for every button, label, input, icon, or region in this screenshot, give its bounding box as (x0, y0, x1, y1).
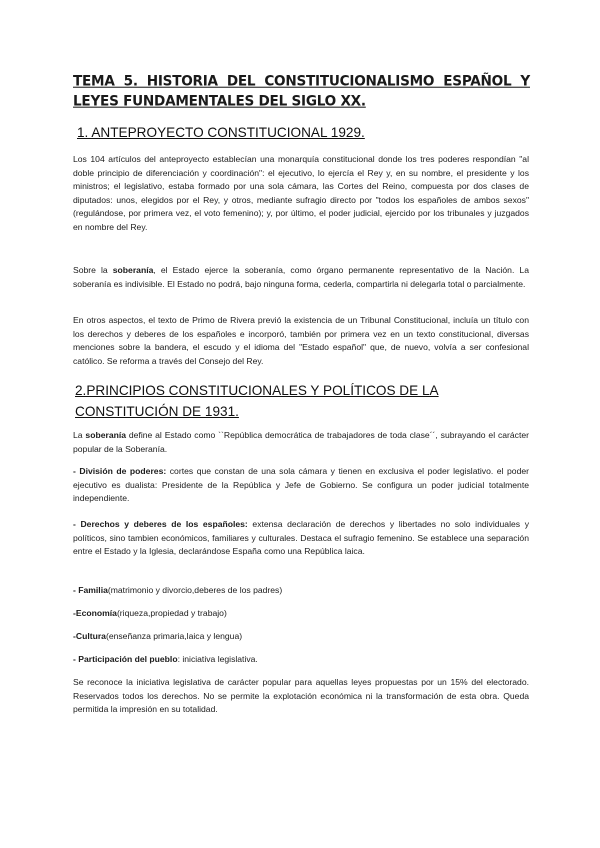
paragraph-derechos-deberes: - Derechos y deberes de los españoles: extensa declaración de derechos y libertades no solo individuales y políticos, sino tambien económicos, familiares y culturales. Destaca el sufragio femenino. Se establece una separación entre el Estado y la Iglesia, declarándose España como una República laica. (73, 519, 529, 556)
bold-term: -Economía (73, 608, 117, 618)
bold-term: -Cultura (73, 631, 106, 641)
section-heading-2: 2.PRINCIPIOS CONSTITUCIONALES Y POLÍTICOS DE LA CONSTITUCIÓN DE 1931. (75, 383, 439, 419)
list-item-cultura: -Cultura(enseñanza primaria,laica y lengua) (73, 631, 243, 641)
bold-term: - División de poderes: (73, 466, 167, 476)
bold-term: soberanía (85, 430, 127, 440)
document-title: TEMA 5. HISTORIA DEL CONSTITUCIONALISMO ESPAÑOL Y LEYES FUNDAMENTALES DEL SIGLO XX. (73, 73, 530, 110)
paragraph-soberania-1929: Sobre la soberanía, el Estado ejerce la soberanía, como órgano permanente representativo de la Nación. La soberanía es indivisible. El Estado no podrá, bajo ninguna forma, cederla, compartirla ni delegarla total o parcialmente. (73, 265, 529, 289)
paragraph-division-poderes: - División de poderes: cortes que constan de una sola cámara y tienen en exclusiva el poder legislativo. el poder ejecutivo es dualista: Presidente de la República y Jefe de Gobierno. Se configura un poder judicial totalmente independiente. (73, 466, 529, 503)
list-item-participacion: - Participación del pueblo: iniciativa legislativa. (73, 654, 258, 664)
paragraph-iniciativa-legislativa: Se reconoce la iniciativa legislativa de carácter popular para aquellas leyes propuestas por un 15% del electorado. Reservados todos los derechos. No se permite la explotación económica ni la transformación de esta obra. Queda permitida la impresión en su totalidad. (73, 677, 529, 714)
bold-term: soberanía (112, 265, 154, 275)
list-item-economia: -Economía(riqueza,propiedad y trabajo) (73, 608, 227, 618)
paragraph-otros-aspectos: En otros aspectos, el texto de Primo de Rivera previó la existencia de un Tribunal Constitucional, incluía un título con los derechos y deberes de los españoles e incorporó, también por primera vez en un texto constitucional, diversas menciones sobre la bandera, el escudo y el idioma del "Estado español" que, de nuevo, volvía a ser confesional católico. Se reforma a través del Consejo del Rey. (73, 315, 529, 366)
bold-term: - Derechos y deberes de los españoles: (73, 519, 248, 529)
paragraph-soberania-1931: La soberanía define al Estado como ``República democrática de trabajadores de toda clase´´, subrayando el carácter popular de la Soberanía. (73, 430, 530, 454)
section-heading-1: 1. ANTEPROYECTO CONSTITUCIONAL 1929. (77, 125, 365, 140)
bold-term: - Participación del pueblo (73, 654, 178, 664)
paragraph-anteproyecto: Los 104 artículos del anteproyecto establecían una monarquía constitucional donde los tres poderes respondían "al doble principio de diferenciación y coordinación": el ejecutivo, lo ejercía el Rey y, en su nombre, el presidente y los ministros; el legislativo, estaba formado por una sola cámara, las Cortes del Reino, compuesta por dos clases de diputados: unos, elegidos por el Rey, y otros, mediante sufragio directo por "todos los españoles de ambos sexos" (regulándose, por primera vez, el voto femenino); y, por último, el poder judicial, ejercido por los tribunales y juzgados en nombre del Rey. (73, 154, 529, 232)
list-item-familia: - Familia(matrimonio y divorcio,deberes de los padres) (73, 585, 283, 595)
bold-term: - Familia (73, 585, 108, 595)
